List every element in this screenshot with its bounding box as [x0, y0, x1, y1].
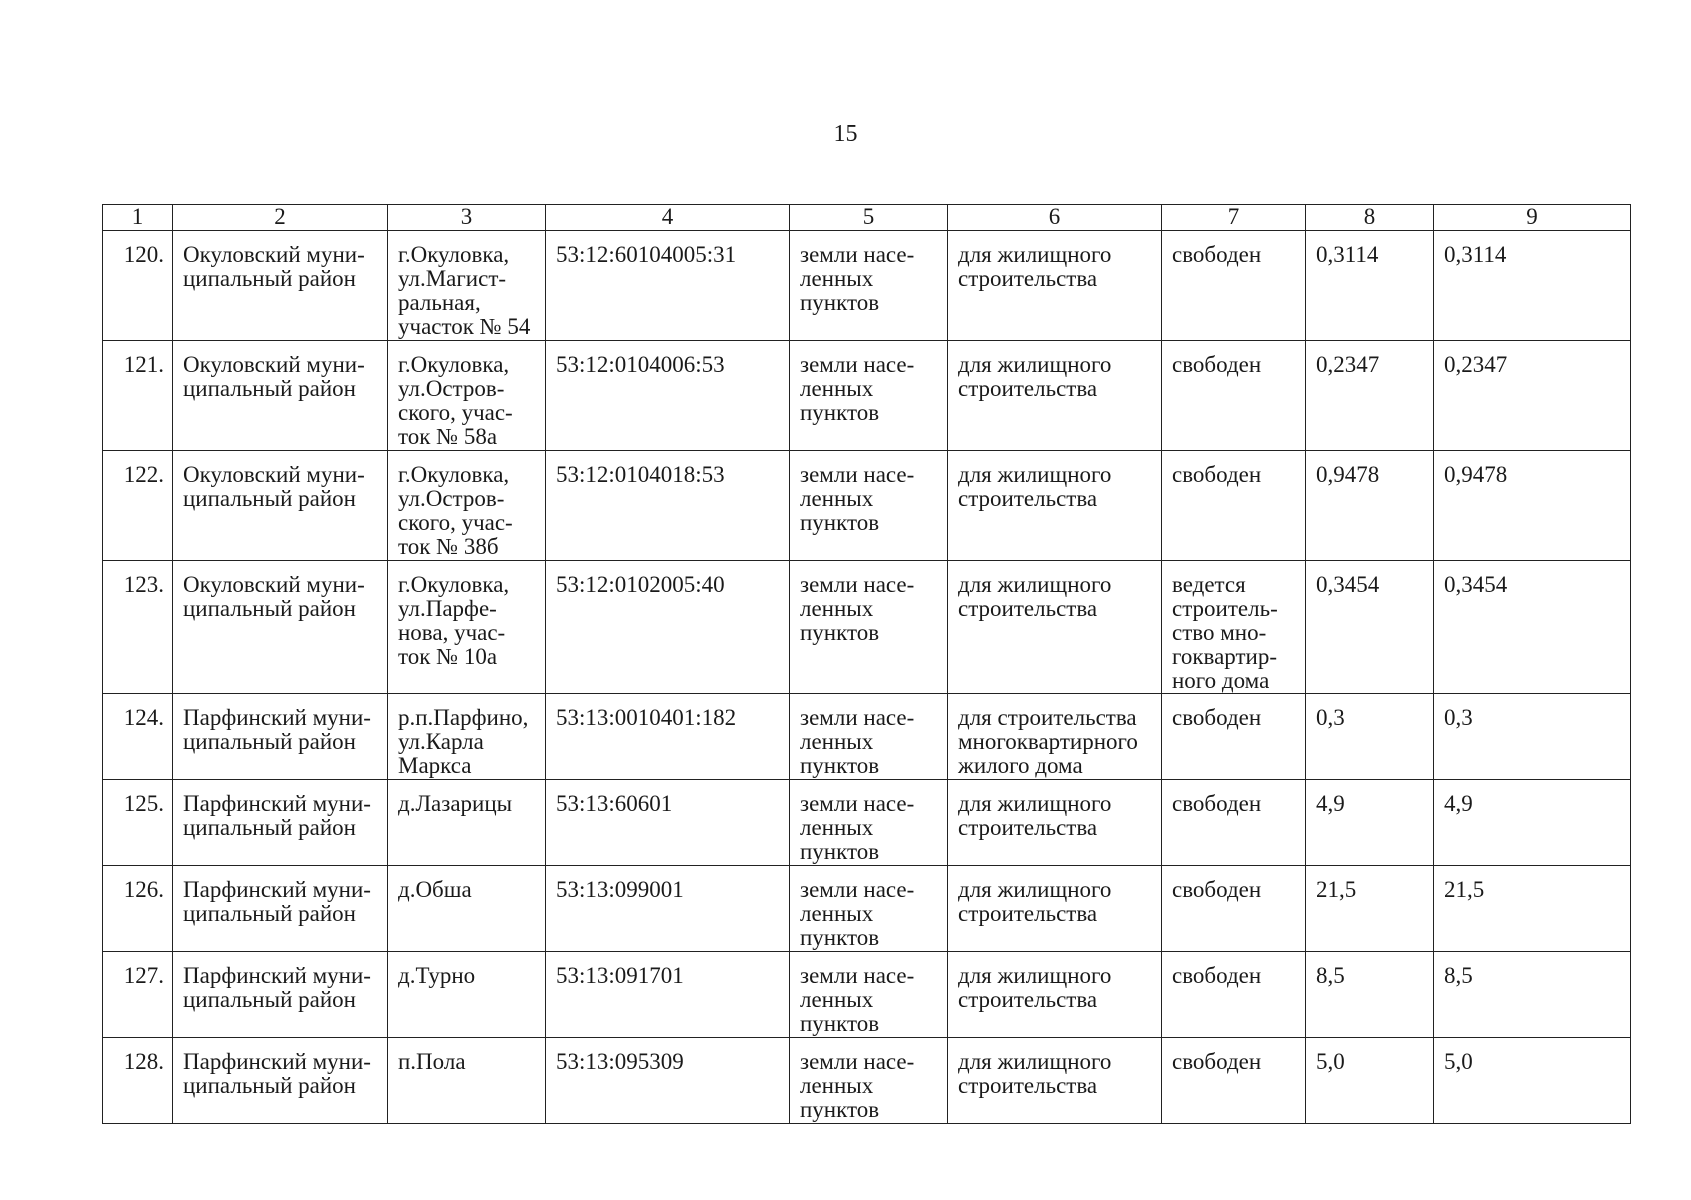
land-category-cell: земли насе- ленных пунктов [790, 561, 948, 694]
address-cell: г.Окуловка, ул.Остров- ского, учас- ток № 58а [388, 341, 546, 451]
cadastral-number-cell: 53:12:0104006:53 [546, 341, 790, 451]
area-cell: 8,5 [1306, 952, 1434, 1038]
area-cell: 21,5 [1306, 866, 1434, 952]
land-category-cell: земли насе- ленных пунктов [790, 866, 948, 952]
permitted-use-cell: для жилищного строительства [948, 561, 1162, 694]
land-category-cell: земли насе- ленных пунктов [790, 694, 948, 780]
land-category-cell: земли насе- ленных пунктов [790, 1038, 948, 1124]
permitted-use-cell: для жилищного строительства [948, 780, 1162, 866]
area-cell: 0,9478 [1306, 451, 1434, 561]
status-cell: ведется строитель- ство мно- гоквартир- ного дома [1162, 561, 1306, 694]
permitted-use-cell: для жилищного строительства [948, 341, 1162, 451]
permitted-use-cell: для жилищного строительства [948, 952, 1162, 1038]
row-number: 122. [103, 451, 173, 561]
land-category-cell: земли насе- ленных пунктов [790, 780, 948, 866]
permitted-use-cell: для жилищного строительства [948, 866, 1162, 952]
permitted-use-cell: для жилищного строительства [948, 1038, 1162, 1124]
status-cell: свободен [1162, 952, 1306, 1038]
land-category-cell: земли насе- ленных пунктов [790, 341, 948, 451]
column-header: 6 [948, 205, 1162, 231]
table-row [103, 866, 1631, 952]
header-row [103, 205, 1631, 231]
address-cell: д.Турно [388, 952, 546, 1038]
cadastral-number-cell: 53:12:0104018:53 [546, 451, 790, 561]
column-header: 2 [173, 205, 388, 231]
cadastral-number-cell: 53:13:091701 [546, 952, 790, 1038]
address-cell: п.Пола [388, 1038, 546, 1124]
status-cell: свободен [1162, 694, 1306, 780]
area-cell: 0,2347 [1306, 341, 1434, 451]
row-number: 126. [103, 866, 173, 952]
area-total-cell: 0,3 [1434, 694, 1631, 780]
land-category-cell: земли насе- ленных пунктов [790, 231, 948, 341]
row-number: 125. [103, 780, 173, 866]
permitted-use-cell: для жилищного строительства [948, 451, 1162, 561]
column-header: 3 [388, 205, 546, 231]
row-number: 123. [103, 561, 173, 694]
row-number: 128. [103, 1038, 173, 1124]
column-header: 1 [103, 205, 173, 231]
area-cell: 0,3114 [1306, 231, 1434, 341]
district-cell: Окуловский муни- ципальный район [173, 341, 388, 451]
area-total-cell: 0,2347 [1434, 341, 1631, 451]
address-cell: г.Окуловка, ул.Магист- ральная, участок № 54 [388, 231, 546, 341]
column-header: 7 [1162, 205, 1306, 231]
table-row [103, 1038, 1631, 1124]
column-header: 4 [546, 205, 790, 231]
row-number: 124. [103, 694, 173, 780]
table-row [103, 231, 1631, 341]
row-number: 120. [103, 231, 173, 341]
page-number: 15 [833, 121, 858, 147]
column-header: 9 [1434, 205, 1631, 231]
cadastral-number-cell: 53:13:099001 [546, 866, 790, 952]
land-category-cell: земли насе- ленных пунктов [790, 451, 948, 561]
land-plots-table [102, 204, 1631, 1124]
column-header: 8 [1306, 205, 1434, 231]
district-cell: Парфинский муни- ципальный район [173, 1038, 388, 1124]
column-header: 5 [790, 205, 948, 231]
cadastral-number-cell: 53:13:60601 [546, 780, 790, 866]
area-cell: 5,0 [1306, 1038, 1434, 1124]
status-cell: свободен [1162, 451, 1306, 561]
area-total-cell: 0,3454 [1434, 561, 1631, 694]
cadastral-number-cell: 53:13:0010401:182 [546, 694, 790, 780]
table-row [103, 561, 1631, 694]
table-row [103, 694, 1631, 780]
cadastral-number-cell: 53:12:60104005:31 [546, 231, 790, 341]
status-cell: свободен [1162, 1038, 1306, 1124]
district-cell: Окуловский муни- ципальный район [173, 451, 388, 561]
table-row [103, 451, 1631, 561]
area-total-cell: 8,5 [1434, 952, 1631, 1038]
address-cell: д.Лазарицы [388, 780, 546, 866]
status-cell: свободен [1162, 341, 1306, 451]
address-cell: г.Окуловка, ул.Остров- ского, учас- ток № 38б [388, 451, 546, 561]
area-cell: 4,9 [1306, 780, 1434, 866]
table-row [103, 952, 1631, 1038]
table-row [103, 341, 1631, 451]
address-cell: р.п.Парфино, ул.Карла Маркса [388, 694, 546, 780]
area-total-cell: 0,9478 [1434, 451, 1631, 561]
area-cell: 0,3454 [1306, 561, 1434, 694]
cadastral-number-cell: 53:13:095309 [546, 1038, 790, 1124]
district-cell: Парфинский муни- ципальный район [173, 780, 388, 866]
district-cell: Окуловский муни- ципальный район [173, 231, 388, 341]
status-cell: свободен [1162, 866, 1306, 952]
district-cell: Парфинский муни- ципальный район [173, 694, 388, 780]
status-cell: свободен [1162, 780, 1306, 866]
address-cell: г.Окуловка, ул.Парфе- нова, учас- ток № 10а [388, 561, 546, 694]
land-category-cell: земли насе- ленных пунктов [790, 952, 948, 1038]
address-cell: д.Обша [388, 866, 546, 952]
area-total-cell: 4,9 [1434, 780, 1631, 866]
district-cell: Окуловский муни- ципальный район [173, 561, 388, 694]
area-total-cell: 5,0 [1434, 1038, 1631, 1124]
status-cell: свободен [1162, 231, 1306, 341]
cadastral-number-cell: 53:12:0102005:40 [546, 561, 790, 694]
area-total-cell: 0,3114 [1434, 231, 1631, 341]
district-cell: Парфинский муни- ципальный район [173, 952, 388, 1038]
permitted-use-cell: для жилищного строительства [948, 231, 1162, 341]
permitted-use-cell: для строительства многоквартирного жилого дома [948, 694, 1162, 780]
area-cell: 0,3 [1306, 694, 1434, 780]
area-total-cell: 21,5 [1434, 866, 1631, 952]
district-cell: Парфинский муни- ципальный район [173, 866, 388, 952]
row-number: 127. [103, 952, 173, 1038]
table-row [103, 780, 1631, 866]
row-number: 121. [103, 341, 173, 451]
